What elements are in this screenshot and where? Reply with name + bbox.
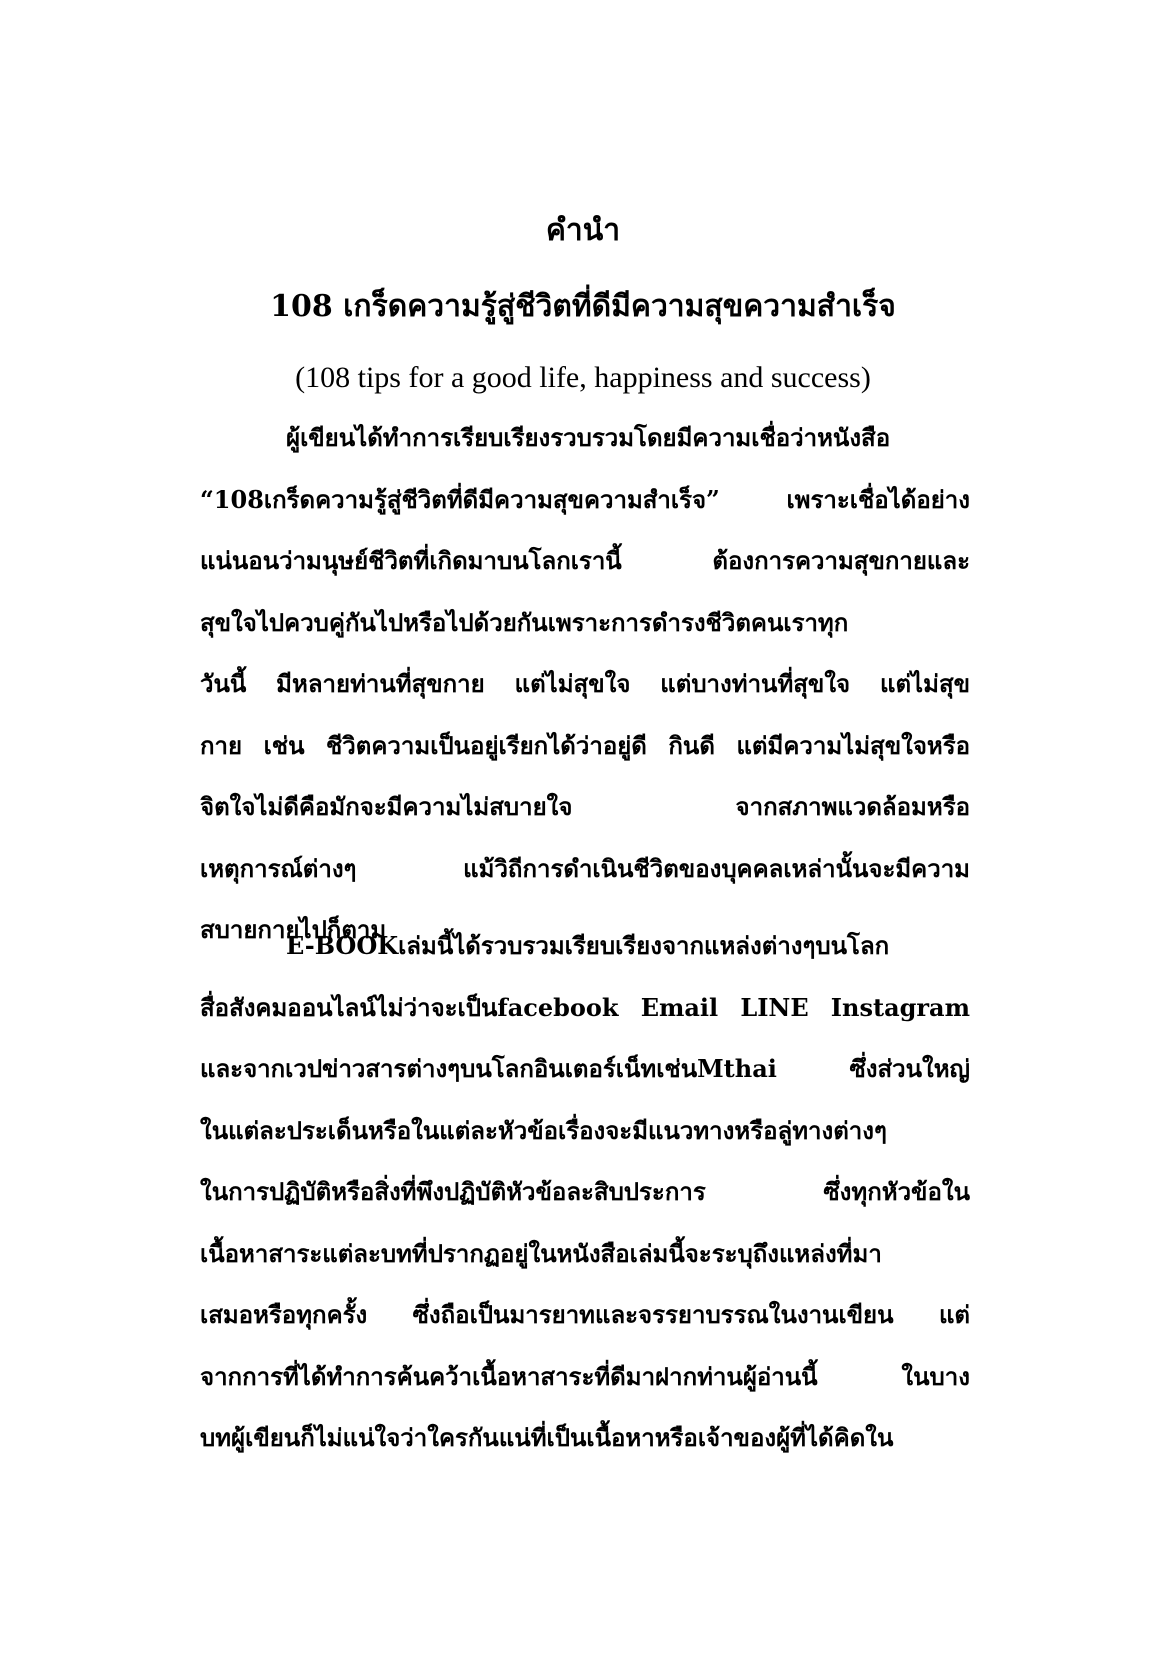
- text-line: จิตใจไม่ดีคือมักจะมีความไม่สบายใจ จากสภาพแวดล้อมหรือ: [200, 792, 970, 821]
- text-line: เสมอหรือทุกครั้ง ซึ่งถือเป็นมารยาทและจรรยาบรรณในงานเขียน แต่: [200, 1300, 970, 1329]
- text-line: และจากเวปข่าวสารต่างๆบนโลกอินเตอร์เน็ทเช่นMthai ซึ่งส่วนใหญ่: [200, 1054, 970, 1083]
- text-line: แน่นอนว่ามนุษย์ชีวิตที่เกิดมาบนโลกเรานี้ ต้องการความสุขกายและ: [200, 546, 970, 575]
- book-title-thai: 108 เกร็ดความรู้สู่ชีวิตที่ดีมีความสุขความสำเร็จ: [270, 289, 896, 324]
- text-line: สบายกายไปก็ตาม: [200, 915, 387, 944]
- paragraph: [200, 407, 970, 961]
- text-line: E-BOOKเล่มนี้ได้รวบรวมเรียบเรียงจากแหล่งต่างๆบนโลก: [286, 931, 890, 960]
- text-line: สุขใจไปควบคู่กันไปหรือไปด้วยกันเพราะการดำรงชีวิตคนเราทุก: [200, 607, 849, 637]
- text-line: เหตุการณ์ต่างๆ แม้วิถีการดำเนินชีวิตของบุคคลเหล่านั้นจะมีความ: [200, 853, 970, 883]
- page-title: คำนำ: [545, 213, 621, 248]
- text-line: จากการที่ได้ทำการค้นคว้าเนื้อหาสาระที่ดีมาฝากท่านผู้อ่านนี้ ในบาง: [200, 1361, 970, 1391]
- paragraph: [200, 915, 970, 1469]
- text-line: ผู้เขียนได้ทำการเรียบเรียงรวบรวมโดยมีความเชื่อว่าหนังสือ: [286, 423, 891, 452]
- text-line: เนื้อหาสาระแต่ละบทที่ปรากฏอยู่ในหนังสือเล่มนี้จะระบุถึงแหล่งที่มา: [200, 1238, 882, 1268]
- text-line: วันนี้ มีหลายท่านที่สุขกาย แต่ไม่สุขใจ แต่บางท่านที่สุขใจ แต่ไม่สุข: [200, 669, 970, 698]
- book-title-english: (108 tips for a good life, happiness and success): [295, 361, 871, 394]
- text-line: กาย เช่น ชีวิตความเป็นอยู่เรียกได้ว่าอยู่ดี กินดี แต่มีความไม่สุขใจหรือ: [200, 730, 970, 760]
- text-line: ในการปฏิบัติหรือสิ่งที่พึงปฏิบัติหัวข้อละสิบประการ ซึ่งทุกหัวข้อใน: [200, 1177, 970, 1206]
- text-line: ในแต่ละประเด็นหรือในแต่ละหัวข้อเรื่องจะมีแนวทางหรือลู่ทางต่างๆ: [200, 1115, 887, 1145]
- text-line: “108เกร็ดความรู้สู่ชีวิตที่ดีมีความสุขความสำเร็จ” เพราะเชื่อได้อย่าง: [200, 484, 970, 514]
- text-line: สื่อสังคมออนไลน์ไม่ว่าจะเป็นfacebook Email LINE Instagram: [200, 992, 970, 1022]
- text-line: บทผู้เขียนก็ไม่แน่ใจว่าใครกันแน่ที่เป็นเนื้อหาหรือเจ้าของผู้ที่ได้คิดใน: [200, 1423, 894, 1452]
